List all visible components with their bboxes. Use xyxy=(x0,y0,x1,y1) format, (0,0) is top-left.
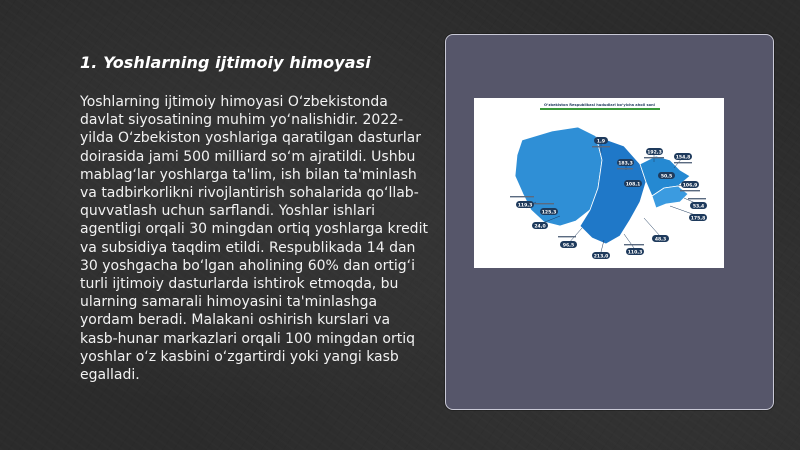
map-label: 48,3 xyxy=(654,237,667,243)
map-label: 192,3 xyxy=(647,150,662,156)
map-svg xyxy=(474,98,724,268)
map-title: O‘zbekiston Respublikasi hududlari bo‘yicha aholi soni xyxy=(544,103,655,107)
map-label: 213,0 xyxy=(593,254,609,260)
map-label: 50,5 xyxy=(660,174,673,180)
map-label: 108,1 xyxy=(625,182,641,188)
map-label: 154,8 xyxy=(675,155,691,161)
uzbekistan-map-image xyxy=(474,98,724,268)
map-label: 125,3 xyxy=(541,210,557,216)
map-label: 24,0 xyxy=(534,224,546,230)
map-subtitle-bar xyxy=(540,108,660,110)
map-label: 96,5 xyxy=(562,243,575,249)
slide-title: 1. Yoshlarning ijtimoiy himoyasi xyxy=(80,53,371,72)
map-label: 183,3 xyxy=(618,161,633,167)
slide-body-text: Yoshlarning ijtimoiy himoyasi O‘zbekistonda davlat siyosatining muhim yo‘nalishidir. 2022-yilda O‘zbekiston yoshlariga qaratilgan dasturlar doirasida jami 500 milliard so‘m ajratildi. Ushbu mablag‘lar yoshlarga ta'lim, ish bilan ta'minlash va tadbirkorlikni rivojlantirish sohalarida qo‘llab-quvvatlash uchun sarflandi. Yoshlar ishlari agentligi orqali 30 mingdan ortiq yoshlarga kredit va subsidiya taqdim etildi. Respublikada 14 dan 30 yoshgacha bo‘lgan aholining 60% dan ortig‘i turli ijtimoiy dasturlarda ishtirok etmoqda, bu ularning samarali himoyasini ta'minlashga yordam beradi. Malakani oshirish kurslari va kasb-hunar markazlari orqali 100 mingdan ortiq yoshlar o‘z kasbini o‘zgartirdi yoki yangi kasb egalladi. xyxy=(80,94,428,384)
map-label: 53,4 xyxy=(692,204,705,210)
map-label: 106,9 xyxy=(682,183,698,189)
map-label: 119,3 xyxy=(517,203,533,209)
map-label: 1,9 xyxy=(596,139,606,145)
map-label: 175,8 xyxy=(690,216,706,222)
map-label: 110,3 xyxy=(627,250,643,256)
